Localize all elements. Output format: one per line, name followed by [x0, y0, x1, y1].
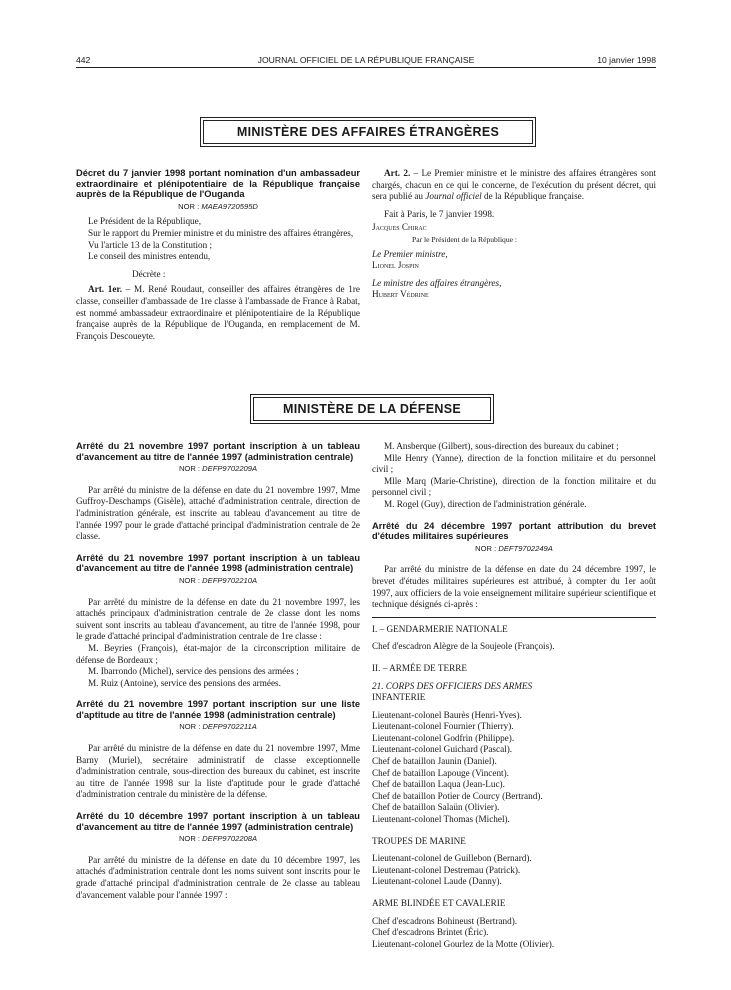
article-2: Art. 2. – Le Premier ministre et le ministre des affaires étrangères sont chargés, chacun en ce qui le concerne, de l'exécution du présent décret, qui sera publié au Journal officiel de la République française.: [372, 168, 656, 202]
officer-name: Lieutenant-colonel de Guillebon (Bernard).: [372, 853, 532, 864]
list-item: M. Rogel (Guy), direction de l'administration générale.: [384, 498, 587, 509]
section-rule: [372, 617, 656, 618]
subsection-heading: TROUPES DE MARINE: [372, 835, 466, 846]
list-item: Mlle Henry (Yanne), direction de la fonction militaire et du personnel civil ;: [372, 452, 656, 475]
arrete-body: Par arrêté du ministre de la défense en date du 21 novembre 1997, les attachés principaux d'administration centrale de 2e classe dont les noms suivent sont inscrits au tableau d'avancement, au titre de l'année 1998, pour le grade d'attaché principal d'administration centrale de 1re classe :: [76, 596, 360, 642]
officer-name: Lieutenant-colonel Godfrin (Philippe).: [372, 732, 515, 743]
subsection-heading: INFANTERIE: [372, 692, 426, 703]
list-item: M. Ansberque (Gilbert), sous-direction des bureaux du cabinet ;: [384, 441, 619, 451]
nor-line: NOR : DEFP9702208A: [178, 834, 258, 844]
officer-name: Chef d'escadrons Brintet (Éric).: [372, 927, 489, 938]
nor-line: NOR : DEFP9702211A: [179, 722, 257, 732]
infanterie-list: [372, 710, 656, 826]
ministry-heading: MINISTÈRE DE LA DÉFENSE: [253, 397, 491, 421]
arrete-body: Par arrêté du ministre de la défense en date du 24 décembre 1997, le brevet d'études militaires supérieures est attribué, à compter du 1er août 1997, aux officiers de la voie enseignement militaire supérieur scientifique et technique désignés ci-après :: [372, 564, 656, 610]
officer-name: Lieutenant-colonel Destremau (Patrick).: [372, 864, 521, 875]
decret-left-column: [76, 168, 360, 342]
ministry-heading-box: [200, 117, 536, 147]
article-1: Art. 1er. – M. René Roudaut, conseiller des affaires étrangères de 1re classe, conseiller d'ambassade de 1re classe à l'ambassade de France à Rabat, est nommé ambassadeur extraordinaire et plénipotentiaire de la République française auprès de la République de l'Ouganda, en remplacement de M. François Descoueyte.: [76, 284, 360, 341]
paragraph: Sur le rapport du Premier ministre et du ministre des affaires étrangères,: [88, 227, 354, 238]
officer-name: Lieutenant-colonel Guichard (Pascal).: [372, 744, 513, 755]
section-heading: I. – GENDARMERIE NATIONALE: [372, 623, 508, 634]
officer-name: Chef de bataillon Jaunin (Daniel).: [372, 756, 497, 767]
fait-a-paris: Fait à Paris, le 7 janvier 1998.: [384, 208, 495, 219]
paragraph: Vu l'article 13 de la Constitution ;: [88, 239, 213, 250]
minister-title: Le ministre des affaires étrangères,: [372, 277, 502, 288]
defense-left-column: [76, 441, 360, 901]
arrete-body: Par arrêté du ministre de la défense en date du 10 décembre 1997, les attachés d'administration centrale dont les noms suivent sont inscrits pour le grade d'attaché principal d'administration centrale de 2e classe au tableau d'avancement valable pour l'année 1997 :: [76, 854, 360, 900]
officer-name: Chef de bataillon Lapouge (Vincent).: [372, 767, 509, 778]
paragraph: Le Président de la République,: [88, 216, 202, 227]
arrete-title: Arrêté du 21 novembre 1997 portant inscription à un tableau d'avancement au titre de l'année 1998 (administration centrale): [76, 552, 360, 574]
officer-name: Chef d'escadrons Bohineust (Bertrand).: [372, 915, 518, 926]
officer-name: Chef de bataillon Laqua (Jean-Luc).: [372, 779, 505, 790]
pm-title: Le Premier ministre,: [372, 248, 448, 259]
arme-blindee-list: [372, 916, 656, 951]
header-rule: [76, 67, 656, 68]
ministry-heading: MINISTÈRE DES AFFAIRES ÉTRANGÈRES: [203, 120, 533, 144]
nor-line: NOR : DEFT9702249A: [475, 543, 553, 553]
officer-name: Lieutenant-colonel Baurès (Henri-Yves).: [372, 709, 522, 720]
list-item: Mlle Marq (Marie-Christine), direction de la fonction militaire et du personnel civil ;: [372, 475, 656, 498]
subsection-heading: ARME BLINDÉE ET CAVALERIE: [372, 898, 506, 908]
minister-name: Hubert Védrine: [372, 289, 429, 300]
officer-name: Chef de bataillon Salaün (Olivier).: [372, 802, 500, 813]
arrete-body: Par arrêté du ministre de la défense en date du 21 novembre 1997, Mme Barny (Muriel), secrétaire administratif de classe exceptionnelle d'administration centrale, sous-direction des bureaux du cabinet, est inscrite au titre de l'année 1998 sur la liste d'aptitude pour le grade d'attaché d'administration centrale du ministère de la défense.: [76, 743, 360, 800]
list-item: M. Beyries (François), état-major de la circonscription militaire de défense de Bordeaux ;: [76, 642, 360, 665]
par-le-president: Par le Président de la République :: [412, 234, 518, 244]
nor-line: NOR : MAEA9720595D: [178, 201, 258, 211]
arrete-title: Arrêté du 21 novembre 1997 portant inscription à un tableau d'avancement au titre de l'année 1997 (administration centrale): [76, 441, 360, 462]
list-item: Chef d'escadron Alègre de la Soujeole (François).: [372, 641, 555, 652]
issue-date: 10 janvier 1998: [597, 55, 656, 65]
arrete-title: Arrêté du 21 novembre 1997 portant inscription sur une liste d'aptitude au titre de l'année 1998 (administration centrale): [76, 699, 360, 720]
arrete-title: Arrêté du 10 décembre 1997 portant inscription à un tableau d'avancement au titre de l'année 1997 (administration centrale): [76, 811, 360, 832]
ministry-heading-box: [250, 394, 494, 424]
decret-right-column: [372, 168, 656, 301]
paragraph: Le conseil des ministres entendu,: [88, 251, 211, 262]
officer-name: Chef de bataillon Potier de Courcy (Bertrand).: [372, 790, 543, 801]
officer-name: Lieutenant-colonel Gourlez de la Motte (Olivier).: [372, 938, 555, 949]
arrete-body: Par arrêté du ministre de la défense en date du 21 novembre 1997, Mme Guffroy-Deschamps (Gisèle), attaché d'administration centrale, direction de l'administration générale, est inscrite au tableau d'avancement au titre de l'année 1997 pour le grade d'attaché principal d'administration centrale de 2e classe.: [76, 484, 360, 542]
decret-title: Décret du 7 janvier 1998 portant nomination d'un ambassadeur extraordinaire et plénipotentiaire de la République française auprès de la République de l'Ouganda: [76, 168, 360, 200]
corps-heading: 21. CORPS DES OFFICIERS DES ARMES: [372, 680, 533, 691]
list-item: M. Ibarrondo (Michel), service des pensions des armées ;: [88, 666, 299, 677]
signer-name: Jacques Chirac: [372, 222, 427, 233]
pm-name: Lionel Jospin: [372, 260, 419, 271]
troupes-de-marine-list: [372, 853, 656, 888]
list-item: M. Ruiz (Antoine), service des pensions des armées.: [88, 677, 281, 688]
journal-title: JOURNAL OFFICIEL DE LA RÉPUBLIQUE FRANÇAISE: [257, 55, 475, 65]
officer-name: Lieutenant-colonel Fournier (Thierry).: [372, 721, 514, 732]
nor-line: NOR : DEFP9702210A: [178, 575, 258, 585]
officer-name: Lieutenant-colonel Laude (Danny).: [372, 876, 502, 887]
nor-line: NOR : DEFP9702209A: [178, 464, 258, 474]
page-number: 442: [76, 55, 91, 65]
officer-name: Lieutenant-colonel Thomas (Michel).: [372, 814, 510, 825]
defense-right-column: [372, 441, 656, 950]
arrete-title: Arrêté du 24 décembre 1997 portant attribution du brevet d'études militaires supérieures: [372, 520, 656, 542]
section-heading: II. – ARMÉE DE TERRE: [372, 662, 468, 673]
decrete: Décrète :: [132, 268, 166, 279]
